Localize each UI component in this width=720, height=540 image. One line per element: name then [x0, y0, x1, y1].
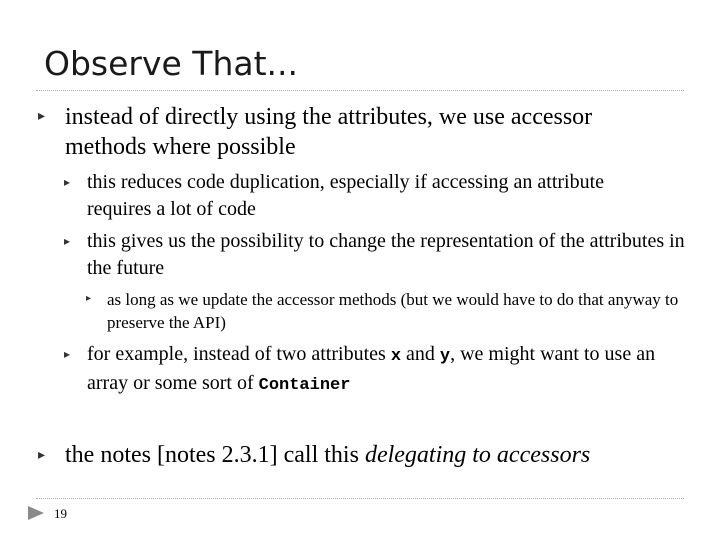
bullet-1-1-text: this reduces code duplication, especially if accessing an attribute requires a lot of code — [87, 171, 605, 220]
bullet-icon: ▸ — [64, 175, 71, 189]
bullet-icon: ▸ — [38, 108, 46, 124]
bullet-1-text: instead of directly using the attributes, we use accessor methods where possible — [65, 104, 593, 160]
page-number: 19 — [54, 506, 67, 521]
title-divider — [36, 90, 684, 91]
bullet-1-2-text: this gives us the possibility to change the representation of the attributes in the future — [87, 230, 685, 279]
bullet-icon: ▸ — [38, 447, 46, 463]
slide-title: Observe That... — [44, 44, 299, 83]
code-container: Container — [258, 376, 351, 395]
page-arrow-icon — [26, 504, 48, 522]
bullet-icon: ▸ — [64, 234, 71, 248]
footer-divider — [36, 498, 684, 499]
bullet-icon: ▸ — [86, 293, 92, 304]
bullet-icon: ▸ — [64, 347, 71, 361]
bullet-2-text: the notes [notes 2.3.1] call this delegating to accessors — [65, 442, 591, 468]
bullet-1-2-1-text: as long as we update the accessor methods (but we would have to do that anyway to preserve the API) — [107, 290, 679, 332]
emphasis-text: delegating to accessors — [364, 442, 591, 468]
bullet-1-3-text: for example, instead of two attributes x and y, we might want to use an array or some sort of Container — [87, 343, 656, 395]
code-y: y — [439, 347, 451, 366]
code-x: x — [390, 347, 402, 366]
